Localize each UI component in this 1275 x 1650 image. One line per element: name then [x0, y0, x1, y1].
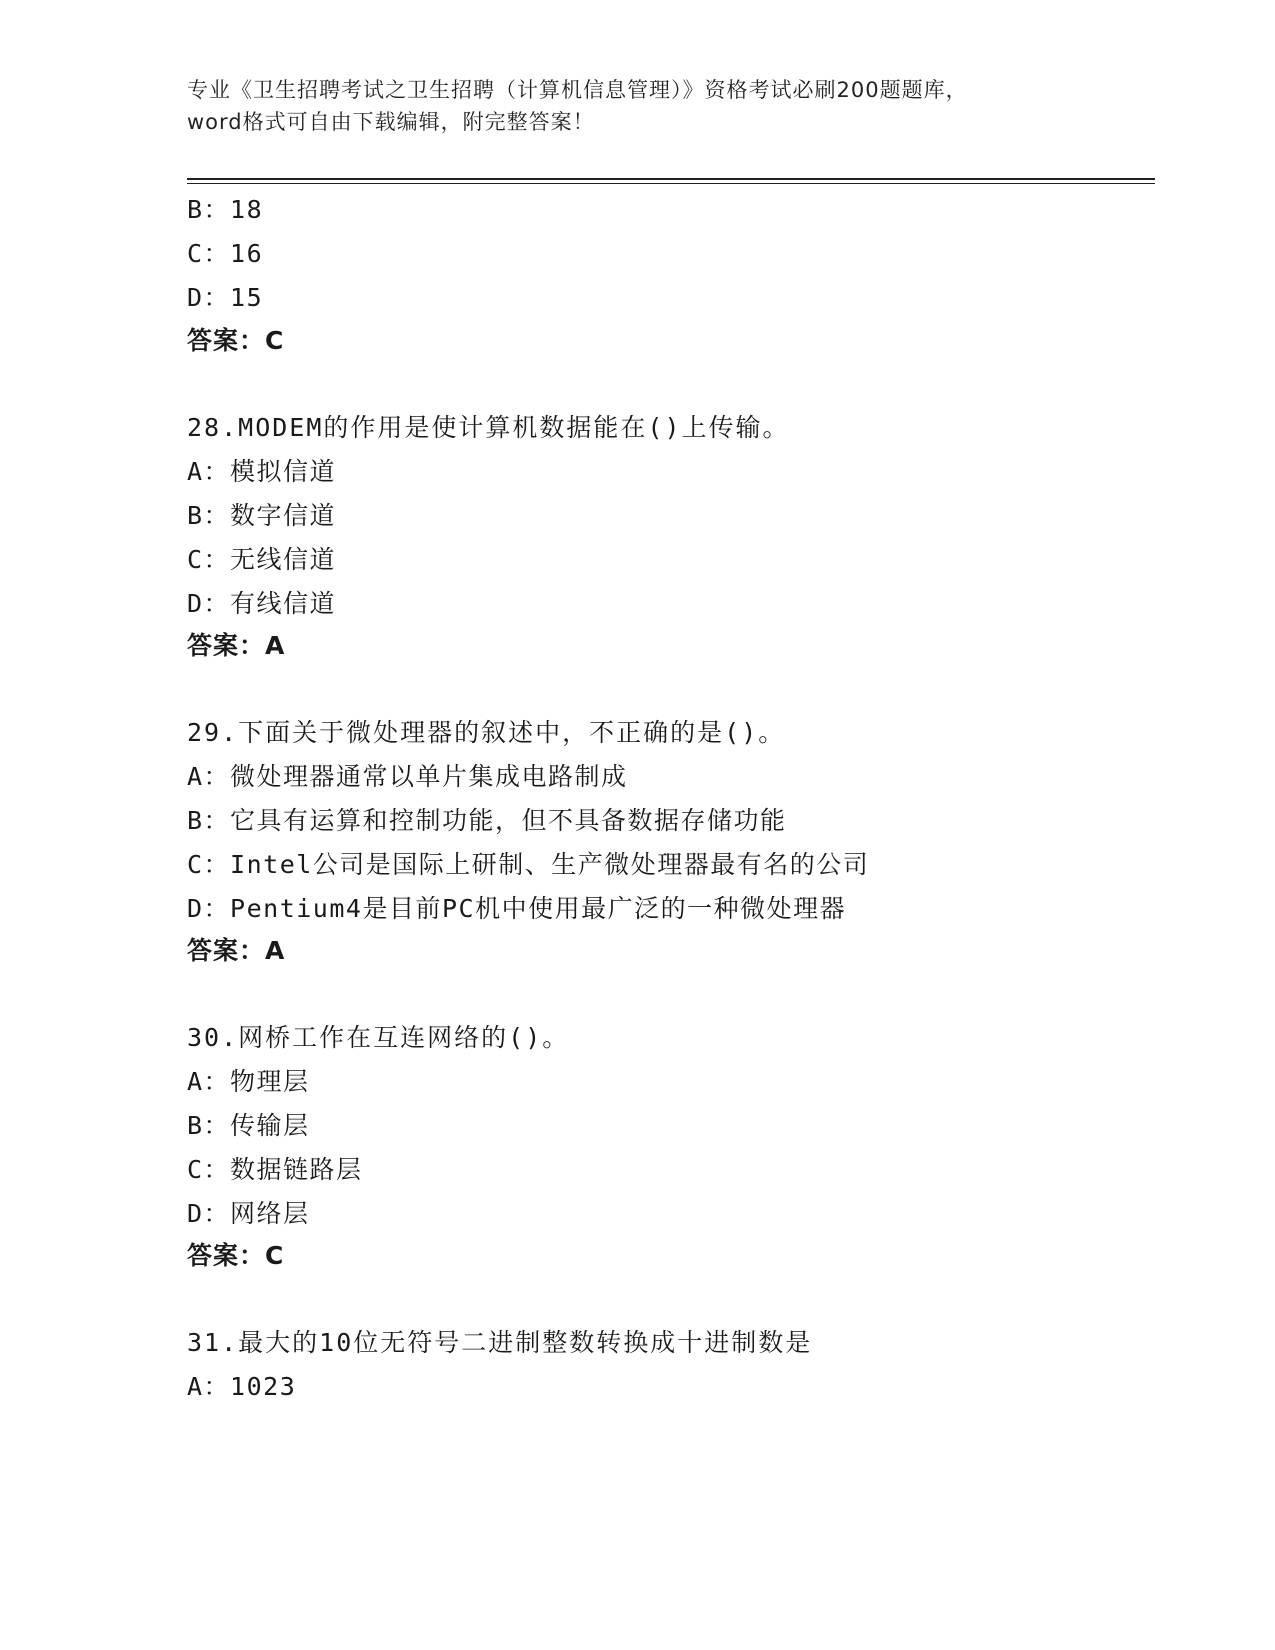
q27-option-c: C：16: [187, 239, 264, 268]
q30-option-a: A：物理层: [187, 1067, 310, 1096]
q29-option-b: B：它具有运算和控制功能，但不具备数据存储功能: [187, 806, 787, 835]
q30-option-c: C：数据链路层: [187, 1155, 363, 1184]
header-rule-thick: [187, 178, 1155, 180]
q28-option-a: A：模拟信道: [187, 457, 337, 486]
q29-option-d: D：Pentium4是目前PC机中使用最广泛的一种微处理器: [187, 894, 847, 923]
q30-option-b: B：传输层: [187, 1111, 310, 1140]
q29-answer: 答案：A: [187, 936, 286, 965]
header-line-2: word格式可自由下载编辑，附完整答案！: [187, 110, 595, 134]
q29-option-c: C：Intel公司是国际上研制、生产微处理器最有名的公司: [187, 850, 870, 879]
q30-option-d: D：网络层: [187, 1199, 310, 1228]
q27-option-d: D：15: [187, 283, 264, 312]
header-line-1: 专业《卫生招聘考试之卫生招聘（计算机信息管理）》资格考试必刷200题题库，: [187, 78, 968, 102]
q30-answer: 答案：C: [187, 1241, 285, 1270]
q29-question: 29.下面关于微处理器的叙述中，不正确的是()。: [187, 718, 786, 747]
q28-option-d: D：有线信道: [187, 589, 337, 618]
q27-answer: 答案：C: [187, 326, 285, 355]
q28-option-c: C：无线信道: [187, 545, 337, 574]
document-header: [187, 74, 1087, 138]
q28-question: 28.MODEM的作用是使计算机数据能在()上传输。: [187, 413, 790, 442]
q28-answer: 答案：A: [187, 631, 286, 660]
q30-question: 30.网桥工作在互连网络的()。: [187, 1023, 570, 1052]
q31-question: 31.最大的10位无符号二进制整数转换成十进制数是: [187, 1328, 813, 1357]
q27-option-b: B：18: [187, 195, 264, 224]
q31-option-a: A：1023: [187, 1372, 297, 1401]
header-rule-thin: [187, 183, 1155, 184]
q28-option-b: B：数字信道: [187, 501, 337, 530]
q29-option-a: A：微处理器通常以单片集成电路制成: [187, 762, 628, 791]
